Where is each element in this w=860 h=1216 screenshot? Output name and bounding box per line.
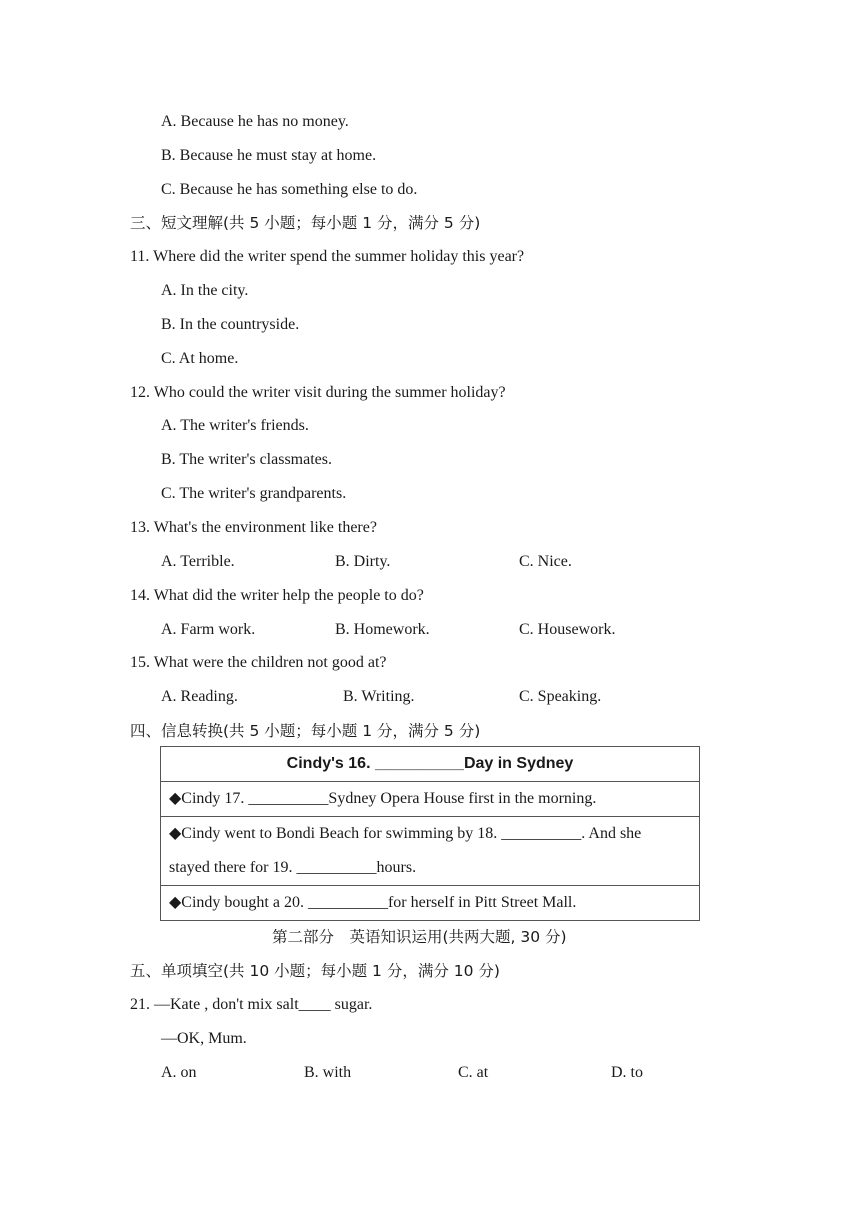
q21-stem: 21. —Kate , don't mix salt____ sugar.	[130, 996, 373, 1013]
info-transfer-table	[160, 746, 700, 921]
q13-option-b: B. Dirty.	[335, 553, 391, 570]
table-row	[161, 817, 700, 886]
table-row-18-line: ◆Cindy went to Bondi Beach for swimming by 18. __________. And she	[169, 825, 642, 842]
table-row	[161, 886, 700, 921]
table-row-19-line: stayed there for 19. __________hours.	[169, 859, 417, 876]
q14-option-a: A. Farm work.	[161, 621, 256, 638]
q12-stem: 12. Who could the writer visit during the summer holiday?	[130, 384, 506, 401]
q11-option-c: C. At home.	[161, 350, 239, 367]
q14-option-b: B. Homework.	[335, 621, 430, 638]
q21-option-c: C. at	[458, 1064, 489, 1081]
q13-option-c: C. Nice.	[519, 553, 572, 570]
section3-heading: 三、短文理解(共 5 小题；每小题 1 分，满分 5 分)	[130, 214, 481, 232]
table-row-17: ◆Cindy 17. __________Sydney Opera House first in the morning.	[161, 782, 700, 817]
q10-option-a: A. Because he has no money.	[161, 113, 349, 130]
table-row	[161, 747, 700, 782]
q14-option-c: C. Housework.	[519, 621, 616, 638]
q12-option-b: B. The writer's classmates.	[161, 451, 332, 468]
q15-option-c: C. Speaking.	[519, 688, 602, 705]
q11-option-a: A. In the city.	[161, 282, 249, 299]
q10-option-c: C. Because he has something else to do.	[161, 181, 418, 198]
section4-heading: 四、信息转换(共 5 小题；每小题 1 分，满分 5 分)	[130, 722, 481, 740]
q11-option-b: B. In the countryside.	[161, 316, 300, 333]
q15-option-a: A. Reading.	[161, 688, 238, 705]
q10-option-b: B. Because he must stay at home.	[161, 147, 377, 164]
table-title: Cindy's 16. __________Day in Sydney	[161, 747, 700, 782]
q13-stem: 13. What's the environment like there?	[130, 519, 377, 536]
q21-option-a: A. on	[161, 1064, 197, 1081]
section5-heading: 五、单项填空(共 10 小题；每小题 1 分，满分 10 分)	[130, 962, 500, 980]
table-row	[161, 782, 700, 817]
table-row-20: ◆Cindy bought a 20. __________for herself in Pitt Street Mall.	[161, 886, 700, 921]
q12-option-a: A. The writer's friends.	[161, 417, 309, 434]
q21-option-d: D. to	[611, 1064, 643, 1081]
table-row-18-19	[161, 817, 700, 886]
q11-stem: 11. Where did the writer spend the summer holiday this year?	[130, 248, 525, 265]
q15-option-b: B. Writing.	[343, 688, 415, 705]
q15-stem: 15. What were the children not good at?	[130, 654, 387, 671]
q21-option-b: B. with	[304, 1064, 352, 1081]
q14-stem: 14. What did the writer help the people to do?	[130, 587, 424, 604]
q21-reply: —OK, Mum.	[161, 1030, 247, 1047]
part2-heading: 第二部分 英语知识运用(共两大题, 30 分)	[272, 928, 567, 946]
q12-option-c: C. The writer's grandparents.	[161, 485, 347, 502]
q13-option-a: A. Terrible.	[161, 553, 235, 570]
